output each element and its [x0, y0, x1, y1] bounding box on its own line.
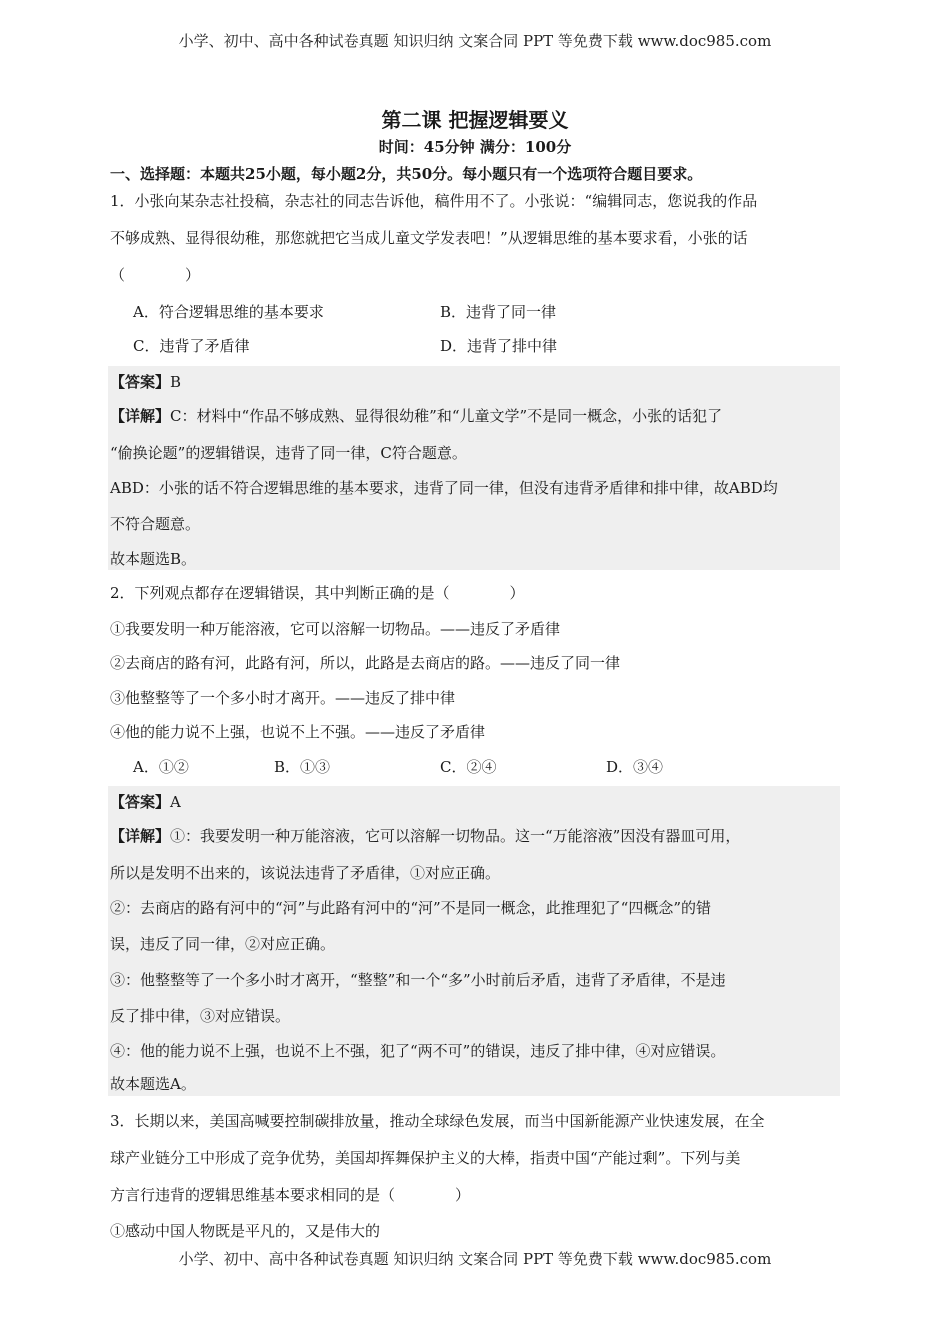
q1-answer: [110, 372, 181, 392]
q2-detail-line: ③：他整整等了一个多小时才离开，“整整”和一个“多”小时前后矛盾，违背了矛盾律，不是违: [110, 971, 726, 989]
q1-option-c: C．违背了矛盾律: [133, 337, 250, 355]
q1-option-b: B．违背了同一律: [440, 303, 557, 321]
q1-line: （ ）: [110, 266, 201, 284]
q1-option-a: A．符合逻辑思维的基本要求: [133, 303, 324, 321]
q2-statement: ④他的能力说不上强，也说不上不强。——违反了矛盾律: [110, 723, 486, 741]
answer-tag: 【答案】: [110, 373, 171, 391]
q1-detail-line: 故本题选B。: [110, 550, 197, 568]
answer-value: A: [170, 793, 181, 811]
q2-line: 2．下列观点都存在逻辑错误，其中判断正确的是（ ）: [110, 584, 525, 602]
q1-line: 不够成熟、显得很幼稚，那您就把它当成儿童文学发表吧！”从逻辑思维的基本要求看，小张的话: [110, 229, 748, 247]
q2-option-c: C．②④: [440, 758, 497, 776]
answer-value: B: [170, 373, 182, 391]
q1-detail-line: 不符合题意。: [110, 515, 201, 533]
q3-line: 方言行违背的逻辑思维基本要求相同的是（ ）: [110, 1186, 471, 1204]
q3-statement: ①感动中国人物既是平凡的，又是伟大的: [110, 1222, 381, 1240]
q2-detail-line: 故本题选A。: [110, 1075, 196, 1093]
detail-text: C：材料中“作品不够成熟、显得很幼稚”和“儿童文学”不是同一概念，小张的话犯了: [170, 407, 723, 425]
detail-tag: 【详解】: [110, 407, 171, 425]
q2-option-a: A．①②: [133, 758, 189, 776]
q2-statement: ②去商店的路有河，此路有河，所以，此路是去商店的路。——违反了同一律: [110, 654, 621, 672]
q2-statement: ③他整整等了一个多小时才离开。——违反了排中律: [110, 689, 456, 707]
q2-option-b: B．①③: [274, 758, 331, 776]
q3-line: 3．长期以来，美国高喊要控制碳排放量，推动全球绿色发展，而当中国新能源产业快速发展，在全: [110, 1112, 765, 1130]
page-header: 小学、初中、高中各种试卷真题 知识归纳 文案合同 PPT 等免费下载 www.doc985.com: [178, 32, 772, 50]
q2-detail-line: 误，违反了同一律，②对应正确。: [110, 935, 336, 953]
q2-statement: ①我要发明一种万能溶液，它可以溶解一切物品。——违反了矛盾律: [110, 620, 561, 638]
q1-option-d: D．违背了排中律: [440, 337, 558, 355]
page-title: 第二课 把握逻辑要义: [381, 108, 569, 132]
q2-detail-line: ②：去商店的路有河中的“河”与此路有河中的“河”不是同一概念，此推理犯了“四概念”的错: [110, 899, 712, 917]
q2-answer-block: [108, 786, 840, 1096]
q1-detail-line: “偷换论题”的逻辑错误，违背了同一律，C符合题意。: [110, 444, 467, 462]
q2-detail-line: [110, 826, 740, 846]
q2-option-d: D．③④: [606, 758, 664, 776]
detail-tag: 【详解】: [110, 827, 171, 845]
q3-line: 球产业链分工中形成了竞争优势，美国却挥舞保护主义的大棒，指责中国“产能过剩”。下列与美: [110, 1149, 741, 1167]
section-heading: 一、选择题：本题共25小题，每小题2分，共50分。每小题只有一个选项符合题目要求。: [110, 165, 703, 183]
q2-detail-line: 所以是发明不出来的，该说法违背了矛盾律，①对应正确。: [110, 864, 501, 882]
exam-info: 时间：45分钟 满分：100分: [378, 138, 572, 156]
q2-answer: [110, 792, 181, 812]
answer-tag: 【答案】: [110, 793, 171, 811]
q1-detail-line: ABD：小张的话不符合逻辑思维的基本要求，违背了同一律，但没有违背矛盾律和排中律，故ABD均: [110, 479, 778, 497]
detail-text: ①：我要发明一种万能溶液，它可以溶解一切物品。这一“万能溶液”因没有器皿可用，: [170, 827, 741, 845]
q2-detail-line: 反了排中律，③对应错误。: [110, 1007, 291, 1025]
page-footer: 小学、初中、高中各种试卷真题 知识归纳 文案合同 PPT 等免费下载 www.doc985.com: [178, 1250, 772, 1268]
q1-detail-line: [110, 406, 722, 426]
q1-answer-block: [108, 366, 840, 570]
q1-line: 1．小张向某杂志社投稿，杂志社的同志告诉他，稿件用不了。小张说：“编辑同志，您说我的作品: [110, 192, 758, 210]
q2-detail-line: ④：他的能力说不上强，也说不上不强，犯了“两不可”的错误，违反了排中律，④对应错误。: [110, 1042, 726, 1060]
